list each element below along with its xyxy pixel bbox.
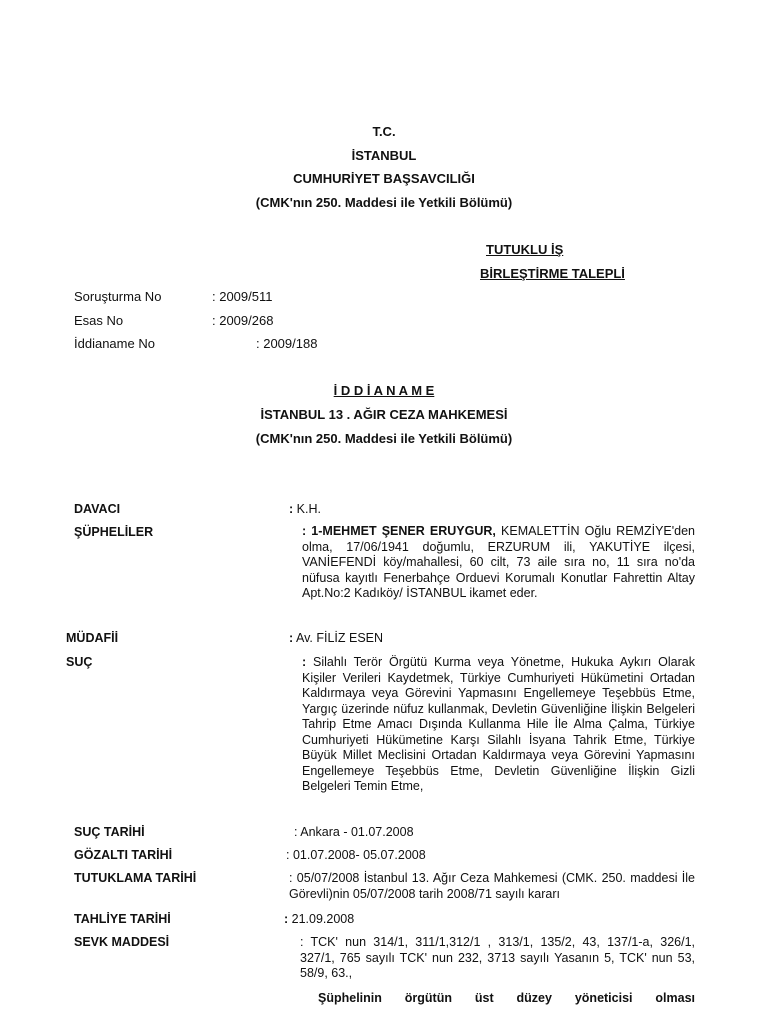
header-tc: T.C. [372,124,396,139]
crime-text: Silahlı Terör Örgütü Kurma veya Yönetme, Hukuka Aykırı Olarak Kişiler Verileri Kaydetmek, Türkiye Cumhuriyeti Hükümetini Ortadan Kaldırmaya veya Görevini Yapmasını Engellemeye Teşebbüs Etme, Yargıç üzerinde nüfuz kullanmak, Devletin Güvenliğine İlişkin Belgeleri Tahrip Etme Amacı Dışında Kullanma Hile İle Alma Çalma, Türkiye Cumhuriyeti Hükümetine Karşı Silahlı İsyana Tahrik Etme, Türkiye Büyük Millet Meclisini Ortadan Kaldırmaya veya Görevini Yapmasını Engellemeye Teşebbüs Etme, Devletin Güvenliğine İlişkin Gizli Belgeleri Temin Etme, [302,655,695,793]
custody-value: : 01.07.2008- 05.07.2008 [286,848,426,862]
closing-line: Şüphelinin örgütün üst düzey yöneticisi olması [318,991,695,1005]
counsel-colon: : [289,631,294,645]
header-section: (CMK'nın 250. Maddesi ile Yetkili Bölümü) [255,195,513,210]
release-value [284,912,354,926]
indictment-no-value: : 2009/188 [256,336,318,351]
counsel-text: Av. FİLİZ ESEN [293,631,384,645]
release-colon: : [284,912,289,926]
crime-label: SUÇ [66,655,93,669]
indictment-no-label: İddianame No [74,336,155,351]
plaintiff-label: DAVACI [74,502,121,516]
crime-paragraph [302,655,695,795]
suspects-label: ŞÜPHELİLER [74,525,154,539]
counsel-value [289,631,383,645]
suspects-text: KEMALETTİN Oğlu REMZİYE'den olma, 17/06/1941 doğumlu, ERZURUM ili, YAKUTİYE ilçesi, VANİEFENDİ köy/mahallesi, 60 cilt, 73 aile sıra no, 11 sıra no'da nüfusa kayıtlı Fenerbahçe Orduevi Korumalı Konutlar Fahrettin Altay Apt.No:2 Kadıköy/ İSTANBUL ikamet eder. [302,524,695,600]
crime-lead: : [302,655,307,669]
arrest-label: TUTUKLAMA TARİHİ [74,871,197,885]
release-label: TAHLİYE TARİHİ [74,912,171,926]
docket-value: : 2009/268 [212,313,274,328]
docket-label: Esas No [74,313,124,328]
suspects-lead: : 1-MEHMET ŞENER ERUYGUR, [302,524,496,538]
plaintiff-text: K.H. [293,502,321,516]
flag-detained: TUTUKLU İŞ [486,242,564,257]
crime-date-label: SUÇ TARİHİ [74,825,145,839]
court-name: İSTANBUL 13 . AĞIR CEZA MAHKEMESİ [260,407,508,422]
suspects-paragraph [302,524,695,602]
custody-label: GÖZALTI TARİHİ [74,848,173,862]
counsel-label: MÜDAFİİ [66,631,119,645]
arrest-value: : 05/07/2008 İstanbul 13. Ağır Ceza Mahkemesi (CMK. 250. maddesi İle Görevli)nin 05/07/2008 tarih 2008/71 sayılı kararı [289,871,695,901]
investigation-value: : 2009/511 [212,289,273,304]
flag-merge: BİRLEŞTİRME TALEPLİ [480,266,625,281]
plaintiff-colon: : [289,502,294,516]
crime-date-value: : Ankara - 01.07.2008 [294,825,414,839]
header-city: İSTANBUL [351,148,417,163]
referral-label: SEVK MADDESİ [74,935,170,949]
investigation-label: Soruşturma No [74,289,162,304]
court-section: (CMK'nın 250. Maddesi ile Yetkili Bölümü) [255,431,513,446]
plaintiff-value [289,502,321,516]
release-text: 21.09.2008 [288,912,355,926]
referral-value: : TCK' nun 314/1, 311/1,312/1 , 313/1, 135/2, 43, 137/1-a, 326/1, 327/1, 765 sayılı TCK' nun 232, 3713 sayılı Yasanın 5, TCK' nun 53, 58/9, 63., [300,935,695,980]
header-office: CUMHURİYET BAŞSAVCILIĞI [293,171,475,186]
indictment-title: İ D D İ A N A M E [333,383,435,398]
